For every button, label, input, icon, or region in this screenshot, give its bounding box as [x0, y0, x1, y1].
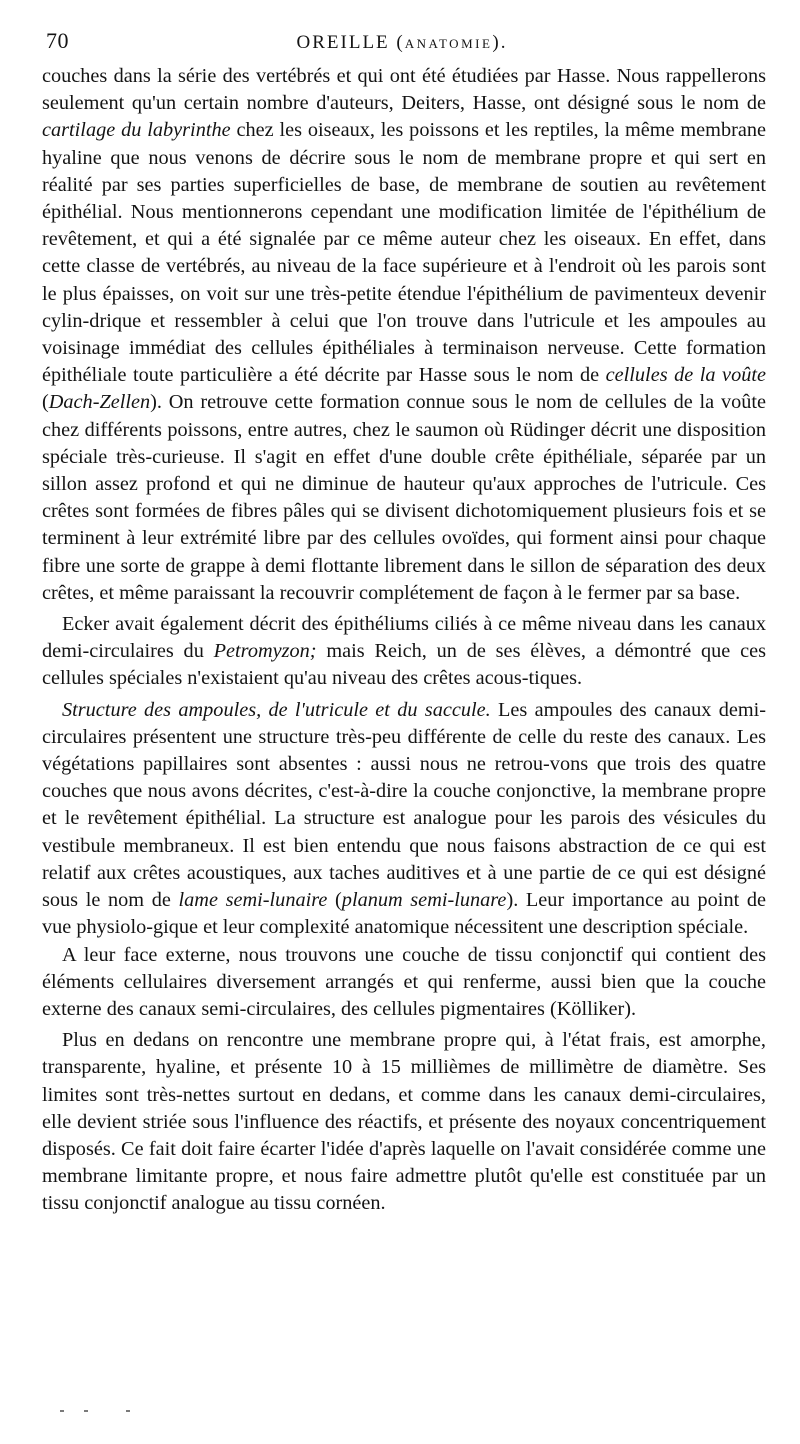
page-number: 70: [46, 28, 69, 53]
italic-term: planum semi-lunare: [341, 889, 507, 912]
italic-term: Structure des ampoules, de l'utricule et du saccule.: [62, 698, 491, 721]
text-run: chez les oiseaux, les poissons et les reptiles, la même membrane hyaline que nous venons de décrire sous le nom de membrane propre et qui sert en réalité par ses parties superficielles de base, de membrane de soutien au revêtement épithélial. Nous mentionnerons cependant une modification limitée de l'épithélium de revêtement, et qui a été signalée par ce même auteur chez les oiseaux. En effet, dans cette classe de vertébrés, au niveau de la face supérieure et à l'endroit où les parois sont le plus épaisses, on voit sur une très-petite étendue l'épithélium de pavimenteux devenir cylin-drique et ressembler à celui que l'on trouve dans l'utricule et les ampoules au voisinage immédiat des cellules épithéliales à terminaison nerveuse. Cette formation épithéliale toute particulière a été décrite par Hasse sous le nom de: [42, 119, 766, 387]
italic-term: lame semi-lunaire: [178, 889, 328, 912]
paragraph: [42, 697, 766, 942]
paragraph: [42, 63, 766, 607]
text-run: mais Reich, un de ses élèves, a démontré que ces cellules spéciales n'existaient qu'au niveau des crêtes acous-tiques.: [42, 640, 766, 690]
running-head-title: OREILLE: [296, 32, 390, 53]
text-run: (: [42, 391, 49, 414]
text-run: ). Leur importance au point de vue physiolo-gique et leur complexité anatomique nécessitent une description spéciale.: [42, 889, 767, 939]
text-run: Les ampoules des canaux demi-circulaires présentent une structure très-peu différente de celle du reste des canaux. Les végétations papillaires sont absentes : aussi nous ne retrou-vons que trois des quatre couches que nous avons décrites, c'est-à-dire la couche conjonctive, la membrane propre et le revêtement épithélial. La structure est analogue pour les parois des vésicules du vestibule membraneux. Il est bien entendu que nous faisons abstraction de ce qui est relatif aux crêtes acoustiques, aux taches auditives et à une partie de ce qui est désigné sous le nom de: [42, 698, 767, 912]
speck: [84, 1410, 88, 1412]
paragraph: [42, 942, 766, 1024]
italic-term: Dach-Zellen: [48, 391, 151, 414]
running-head-open: (: [396, 32, 405, 53]
italic-term: Petromyzon;: [213, 640, 317, 663]
speck: [126, 1410, 130, 1412]
speck: [60, 1410, 64, 1412]
text-run: couches dans la série des vertébrés et qui ont été étudiées par Hasse. Nous rappellerons seulement qu'un certain nombre d'auteurs, Deiters, Hasse, ont désigné sous le nom de: [42, 65, 766, 115]
italic-term: cellules de la voûte: [605, 364, 766, 387]
running-head: [38, 32, 766, 54]
page-header: [38, 24, 766, 64]
print-specks: [60, 1410, 140, 1416]
text-run: (: [327, 889, 342, 912]
paragraph: [42, 611, 766, 693]
text-run: Ecker avait également décrit des épithéliums ciliés à ce même niveau dans les canaux demi-circulaires du: [42, 613, 766, 663]
paragraph: [42, 1027, 766, 1217]
text-run: ). On retrouve cette formation connue sous le nom de cellules de la voûte chez différents poissons, entre autres, chez le saumon où Rüdinger décrit une disposition spéciale très-curieuse. Il s'agit en effet d'une double crête épithéliale, séparée par un sillon assez profond et qui ne diminue de hauteur qu'aux approches de l'utricule. Ces crêtes sont formées de fibres pâles qui se divisent dichotomiquement plusieurs fois et se terminent à leur extrémité libre par des cellules ovoïdes, qui forment ainsi pour chaque fibre une sorte de grappe à demi flottante librement dans le sillon de séparation des deux crêtes, et même paraissant la recouvrir complétement de façon à le fermer par sa base.: [42, 391, 766, 604]
text-run: Plus en dedans on rencontre une membrane propre qui, à l'état frais, est amorphe, transparente, hyaline, et présente 10 à 15 millièmes de millimètre de diamètre. Ses limites sont très-nettes surtout en dedans, et comme dans les canaux demi-circulaires, elle devient striée sous l'influence des réactifs, et présente des noyaux concentriquement disposés. Ce fait doit faire écarter l'idée d'après laquelle on l'avait considérée comme une membrane limitante propre, et nous faire admettre plutôt qu'elle est constituée par un tissu conjonctif analogue au tissu cornéen.: [42, 1029, 766, 1215]
body-text: [42, 63, 766, 1218]
running-head-subtitle: ANATOMIE: [404, 36, 493, 51]
text-run: A leur face externe, nous trouvons une couche de tissu conjonctif qui contient des éléments cellulaires diversement arrangés et qui renferme, aussi bien que la couche externe des canaux semi-circulaires, des cellules pigmentaires (Kölliker).: [42, 943, 766, 1020]
italic-term: cartilage du labyrinthe: [42, 119, 231, 142]
running-head-close: ).: [492, 32, 508, 53]
